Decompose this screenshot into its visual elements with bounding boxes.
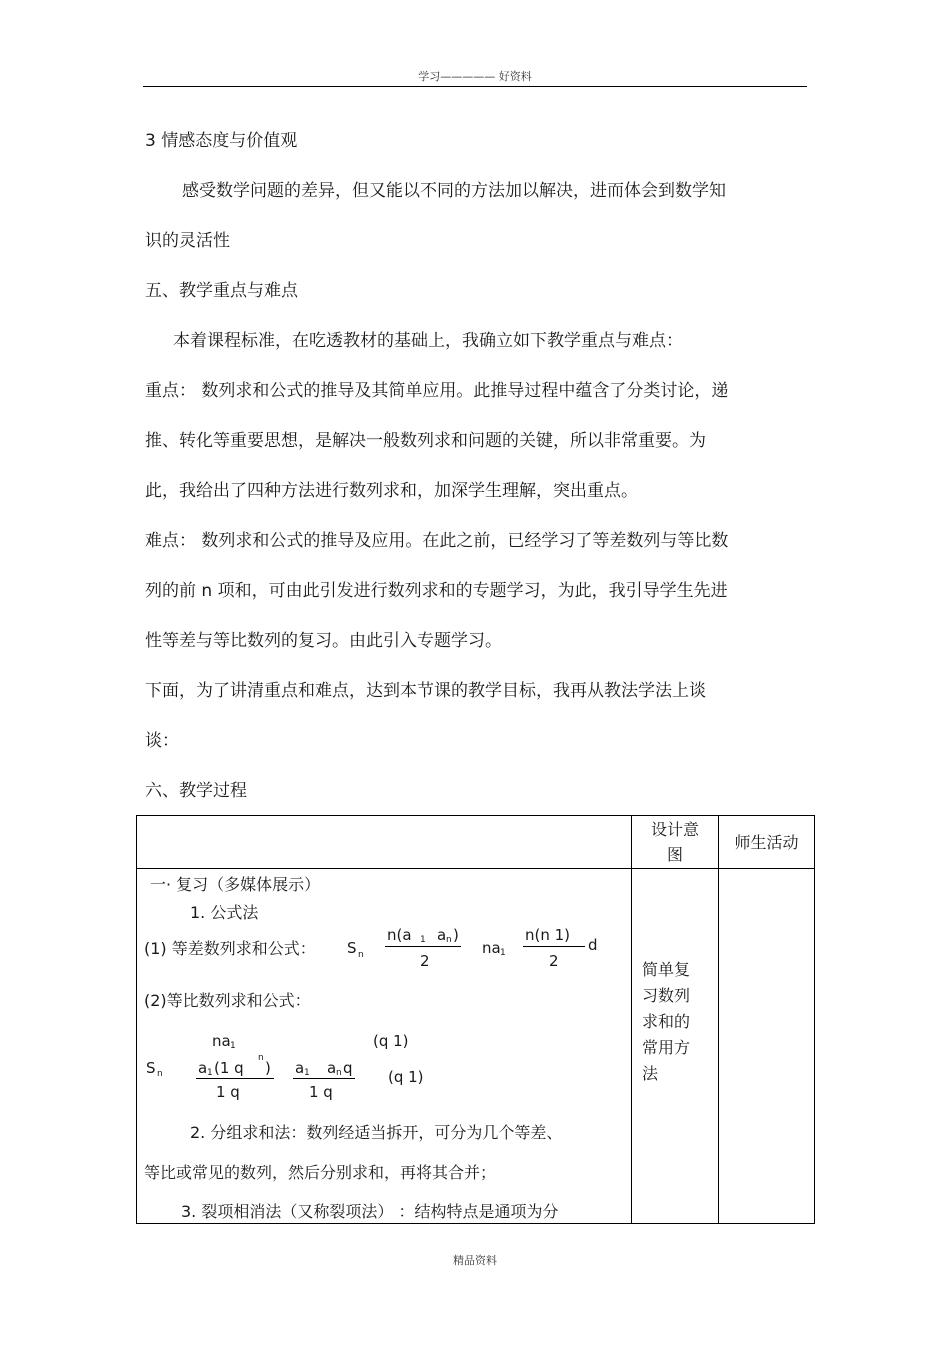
formula-symbol: q: [343, 1059, 353, 1077]
formula-subscript: 1: [304, 1068, 310, 1078]
paragraph-line: 下面，为了讲清重点和难点，达到本节课的教学目标，我再从教法学法上谈: [145, 681, 706, 701]
formula-condition: (q 1): [388, 1068, 424, 1086]
formula-symbol: n(n 1): [525, 926, 571, 944]
method-grouping-line: 2. 分组求和法：数列经适当拆开，可分为几个等差、: [190, 1123, 563, 1142]
method-formula: 1. 公式法: [190, 903, 259, 922]
heading-key-points: 五、教学重点与难点: [145, 281, 298, 301]
arithmetic-sum-label: (1) 等差数列求和公式：: [144, 939, 316, 958]
formula-subscript: 1: [500, 948, 506, 958]
formula-symbol: 1 q: [216, 1083, 240, 1101]
formula-subscript: n: [157, 1069, 163, 1079]
formula-subscript: 1: [230, 1041, 236, 1051]
formula-symbol: ): [453, 926, 459, 944]
header-cell-design-intent: [632, 816, 719, 869]
formula-symbol: (1 q: [214, 1059, 244, 1077]
fraction-bar: [293, 1078, 355, 1079]
design-intent-text: 简单复习数列求和的常用方法: [642, 960, 691, 1083]
formula-symbol: na: [482, 939, 501, 957]
review-title: 一· 复习（多媒体展示）: [150, 875, 321, 894]
design-intent-label: 设计意图: [650, 820, 699, 864]
header-cell-activities: 师生活动: [719, 816, 815, 869]
formula-symbol: 1 q: [309, 1083, 333, 1101]
design-intent-cell: [632, 869, 719, 1224]
fraction-bar: [385, 946, 461, 947]
header-cell-content: [137, 816, 632, 869]
formula-symbol: a: [198, 1059, 208, 1077]
formula-symbol: a: [437, 926, 447, 944]
teaching-process-table: [136, 815, 815, 1224]
method-telescoping-line: 3. 裂项相消法（又称裂项法） ：结构特点是通项为分: [181, 1202, 559, 1221]
formula-symbol: d: [588, 936, 598, 954]
page-footer: 精品资料: [453, 1254, 497, 1267]
page-header: 学习————— 好资料: [418, 70, 532, 83]
formula-condition: (q 1): [373, 1032, 409, 1050]
formula-superscript: n: [258, 1053, 264, 1063]
key-point-line: 此，我给出了四种方法进行数列求和，加深学生理解，突出重点。: [145, 481, 638, 501]
formula-subscript: n: [446, 935, 452, 945]
paragraph-line: 识的灵活性: [145, 231, 230, 251]
table-row: [137, 869, 815, 1224]
fraction-bar: [196, 1078, 274, 1079]
content-cell: [137, 869, 632, 1224]
header-rule: [143, 86, 807, 87]
fraction-bar: [523, 946, 585, 947]
difficulty-line: 性等差与等比数列的复习。由此引入专题学习。: [145, 631, 502, 651]
formula-subscript: 1: [207, 1068, 213, 1078]
key-point-line: 推、转化等重要思想，是解决一般数列求和问题的关键，所以非常重要。为: [145, 431, 706, 451]
paragraph-line: 本着课程标准，在吃透教材的基础上，我确立如下教学重点与难点：: [173, 331, 683, 351]
table-header-row: [137, 816, 815, 869]
formula-symbol: a: [295, 1059, 305, 1077]
formula-symbol: 2: [549, 952, 559, 970]
heading-teaching-process: 六、教学过程: [145, 781, 247, 801]
formula-subscript: n: [358, 950, 364, 960]
key-point-line: 重点： 数列求和公式的推导及其简单应用。此推导过程中蕴含了分类讨论，递: [145, 381, 729, 401]
formula-symbol: 2: [420, 952, 430, 970]
activities-cell: [719, 869, 815, 1224]
formula-symbol: ): [265, 1059, 271, 1077]
difficulty-line: 列的前 n 项和，可由此引发进行数列求和的专题学习，为此，我引导学生先进: [145, 581, 728, 601]
formula-subscript: 1: [420, 935, 426, 945]
formula-symbol: S: [347, 939, 357, 957]
method-grouping-line: 等比或常见的数列，然后分别求和，再将其合并；: [144, 1163, 497, 1182]
formula-subscript: n: [336, 1068, 342, 1078]
formula-symbol: S: [146, 1059, 156, 1077]
heading-attitudes: 3 情感态度与价值观: [145, 131, 298, 151]
formula-symbol: a: [327, 1059, 337, 1077]
content-body: [137, 869, 631, 1223]
paragraph-line: 感受数学问题的差异，但又能以不同的方法加以解决，进而体会到数学知: [182, 181, 726, 201]
geometric-sum-label: (2)等比数列求和公式：: [144, 991, 311, 1010]
paragraph-line: 谈：: [145, 731, 179, 751]
formula-symbol: n(a: [387, 926, 412, 944]
difficulty-line: 难点： 数列求和公式的推导及应用。在此之前，已经学习了等差数列与等比数: [145, 531, 729, 551]
formula-symbol: na: [212, 1032, 231, 1050]
